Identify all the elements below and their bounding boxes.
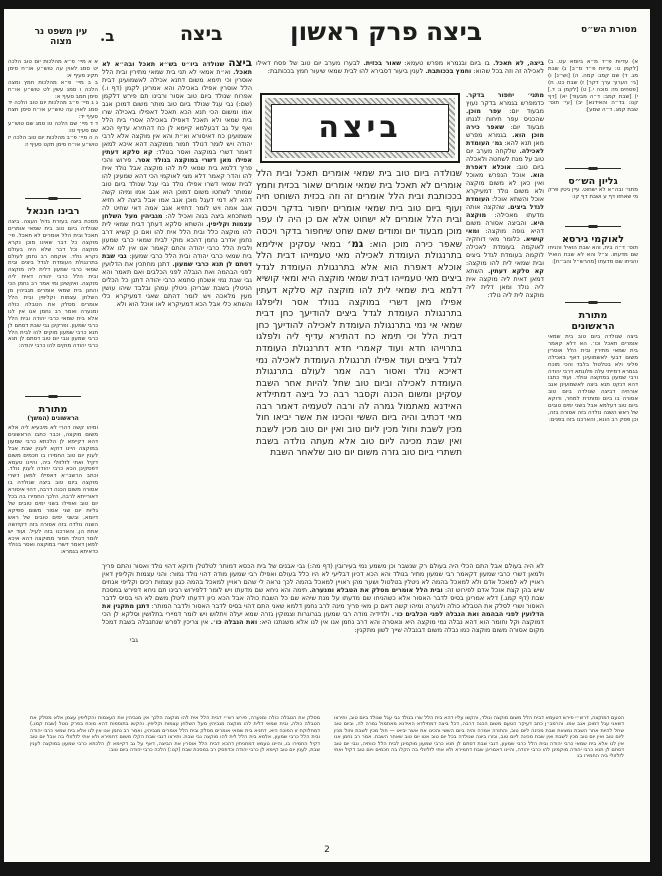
right-margin-column [548, 59, 638, 707]
mitorat-hemshech-text: ומיהו קשה דהרי לא מיבעיא ליה אלא משום מוקצה, וכבר כתבו הראשונים דהא דקיימא לן הלכתא כרבי שמעון במוקצה היינו דוקא לענין שבת אבל לענין יום טוב החמירו בו חכמים משום דקיל ואתי לזלזולי ביה, והיינו טעמא דפסקינן הכא כרבי יהודה לענין נולד. וכתב הרשב״א דאפילו למאן דשרי מוקצה ביום טוב ביצה שנולדה בו אסורה משום הכנה דרבה, דהוי איסורא דאורייתא לרבה, הלכך החמירו בה בכל יום טוב ואפילו בשני ימים טובים של גליות יום שני אסור משום ספיקא דיומא, ובשני ימים טובים של ראש השנה נולדה בזה אסורה בזה דקדושה אחת הן, והארכנו בזה לעיל. ועוד יש לומר דנולד חמור ממוקצה דהא איכא למאן דאמר דשרי במוקצה ואסר בנולד כדאיתא בגמרא: [8, 425, 98, 556]
tosafot-dibbur: שנולדה ביו״ט בש״א תאכל ובה״א לא תאכל. [102, 60, 252, 76]
tosafot-text: אין צריכין לפרש שנתנבלה בשבת דמכל מקום אסורה משום מוקצה כמו נבלה משום דבנבלה שייך לשון מתקנין: [102, 618, 544, 634]
tosafot-dibbur: גבי שבת דסתם לן תנא כרבי שמעון. [102, 252, 252, 268]
rashi-text: בגמרא מפרש מאן תנא להא: [466, 131, 544, 147]
mishnah-gemara-text [256, 169, 462, 552]
page-number: 2 [324, 845, 330, 855]
catchword: גבי [130, 636, 138, 644]
leokmei-girsa-title: לאוקמי גירסא [561, 234, 625, 245]
talmud-page [4, 9, 650, 862]
ein-mishpat-entry: ב ב מיי׳ פ״א מהלכות חמץ ומצה הלכה ו סמג עשין לט טוש״ע או״ח סימן תמב סעיף א: [8, 79, 98, 100]
rashi-lemma: ביצה, לא תאכל. [493, 59, 544, 67]
mitorat-harishonim-subtitle: הראשונים [571, 321, 615, 332]
rashi-text: לענין ביעור דסבירא להו לבית שמאי שיעור חמץ בככותבת: [267, 67, 424, 75]
mitorat-harishonim-title: מתורת [578, 310, 608, 321]
rashi-lemma: מתני׳ יחפור בדקר. [466, 91, 544, 99]
tosafot-wide-block [102, 562, 544, 707]
section-divider [25, 198, 81, 202]
tractate-title-box [260, 93, 460, 163]
perek-title: פרק ראשון [290, 17, 418, 46]
page-header [4, 9, 650, 59]
rashi-text: שהקצה אותה מדעתו מאכילה: [466, 203, 544, 219]
tosafot-column [102, 59, 252, 556]
tosafot-text: והשתא סלקא דעתך דבית שמאי לית להו מוקצה כלל ובית הלל אית להו ואם כן קשיא דרב נחמן אדרב נחמן דהכא מוקי לבית שמאי כרבי שמעון ולבית הלל כרבי יהודה והתם קאמר אנו אין לנו אלא בית שמאי כרבי יהודה ובית הלל כרבי שמעון: [102, 220, 252, 260]
section-divider [565, 226, 621, 230]
gemara-text: במאי עסקינן אילימא בתרנגולת העומדת לאכילה מאי טעמייהו דבית הלל אוכלא דאפרת הוא אלא בתרנגולת העומדת לגדל ביצים מאי טעמייהו דבית שמאי מוקצה היא ומאי קושיא דלמא בית שמאי לית להו מוקצה קא סלקא דעתין אפילו מאן דשרי במוקצה בנולד אסר וליפלגו בתרנגולת העומדת לגדל ביצים להודיעך כחן דבית שמאי אי נמי בתרנגולת העומדת לאכילה להודיעך כחן דבית הלל וכי תימא כח דהתירא עדיף ליה ולפלגו בתרוייהו חדא ועוד קאמרי חדא דתרנגולת העומדת לגדל ביצים ועוד אפילו תרנגולת העומדת לאכילה נמי דאיכא נולד ואסור רבה אמר לעולם בתרנגולת העומדת לאכילה וביום טוב שחל להיות אחר השבת עסקינן ומשום הכנה וקסבר רבה כל ביצה דמתילדא האידנא מאתמול גמרה לה ורבה לטעמיה דאמר רבה מאי דכתיב והיה ביום הששי והכינו את אשר יביאו חול מכין לשבת וחול מכין ליום טוב ואין יום טוב מכין לשבת ואין שבת מכינה ליום טוב אלא מעתה נולדה בשבת תשתרי ביום טוב גזרה משום יום טוב שלאחר השבת [256, 239, 462, 459]
ein-mishpat-entries [8, 59, 98, 193]
tosafot-text: ולדידיה מודה רבי שמעון בגרוגרות וצמוקין גזרה שמא יעלה ויתלוש ויש לומר דמיירי בתלושין וסלקא לן הכי דמוקצה וקל וחומר הוא דהא נבלה נמי מוקצה היא ונאסרה והא דרב נחמן אנו אין לנו אלא משנתנו היא: [102, 610, 544, 626]
ein-mishpat-entry: ה ה מיי׳ פ״ב מהלכות יום טוב הלכה יז טוש״ע או״ח סימן תקט סעיף ז: [8, 134, 98, 148]
ein-mishpat-entry: א א מיי׳ פ״א מהלכות יום טוב הלכה יט סמג לאוין עה טוש״ע או״ח סימן תקיג סעיף א: [8, 59, 98, 79]
section-divider [25, 396, 81, 400]
leokmei-girsa-text: תוס׳ ד״ה בית, והא שבת הואיל והניחו שם מדעתו. צ״ל והא לא שבת הואיל והניחו שם מדעתו [מהרש״ל והב״ח]: [548, 245, 638, 265]
mesorat-citations: א) עדיות פ״ד מ״א ביומא עט. ב) [לקמן ט: עדיות פ״ד מ״ב] ג) שבת מג. ד) שם קמג: קמה. ה) [וש״נ] ו) [גי׳ הערוך ערך דקר] ז) שבת כט. ח) [פסחים מז: סוכה י.] ט) [לקמן ג: ד.] י) [שבת קמב: ד״ה מבעוד] יא) [דף קנו: בד״ה והאידנא] יב) [עי׳ תוס׳ שבת קמג. ד״ה שמע]: [548, 59, 638, 114]
rashi-text: שהכניס עפר תיחוח לגנתו מבעוד יום: [466, 115, 544, 131]
notes-column-left: מסלק את הטבלה כולה ומנערה, פירש רש״י דבית הלל אית להו מוקצה הלכך אין מגביהין את העצמות והקליפין עצמן אלא מסלק את הטבלה כולה, ובית שמאי דלית להו מוקצה מגביהין מעל השלחן עצמות וקליפין. והקשו בתוספות דהא מוכח בפרק נוטל (שבת קמג.) דמחלוקת זו הפוכה היא, דתניא בית שמאי אומרים מסלק ובית הלל אומרים מגביהין, ואמר רב נחמן אנו אין לנו אלא בית שמאי כרבי יהודה ובית הלל כרבי שמעון, אלמא בית הלל לית להו מוקצה גבי שבת. ותירצו דגבי שבת הקלו משום דחמירא ולא אתי לזלזולי בה אבל יום טוב דקיל החמירו בו, והיינו טעמא דמתניתין דהכא דבית הלל אוסרין את הביצה, דאף על גב דקיימא לן הלכתא כרבי שמעון במוקצה לענין שבת, לענין יום טוב קיימא לן כרבי יהודה וכדפסק רב במסכת שבת (קנו:) הלכה כרבי יהודה ביום טוב: [30, 715, 320, 754]
rashi-commentary-column [466, 91, 544, 552]
tosafot-text: וא״ת אמאי לא תני בית שמאי מתירין ובית הלל אוסרין וכי תימא משום דתנא אכילה לאשמועינן דבית הלל אוסרין אפילו באכילה והא אמרינן לקמן (דף ו.) אפרוח שנולד ביום טוב אסור ורבינו תם פירש דלקמן (שם:) גבי עגל שנולד ביום טוב מותר משום דמוכן אגב אמו ומשום הכי תנא הכא תאכל דאפילו באכילה שרו בית שמאי ולא תאכל דאפילו באכילה אסרי בית הלל ואף על גב דבעלמא קיימא לן כח דהתירא עדיף הכא אשמועינן כח דאיסורא וא״ת והא אין מוקצה אלא לרבי יהודה ויש לומר דנולד חמור ממוקצה דהא איכא למאן דאמר דשרי במוקצה ואסר בנולד: [102, 68, 252, 156]
rashi-gemara-group [256, 59, 544, 556]
columns-row [102, 59, 544, 556]
gemara-column [256, 91, 462, 552]
rashi-lemma: שאפר כירה מוכן הוא. [466, 123, 544, 139]
gemara-label: גמ׳ [347, 238, 364, 250]
rashi-text: והביצה אסורה משום דהיא גופה מוקצה: [466, 219, 544, 235]
rashi-lemma: העומדת לגדל ביצים. [466, 195, 544, 211]
tosafot-text: תימה והא ניחא שם מדעתו ויש לומר דלפירוש רבינו תם ניחא דפירש במסכת שבת (דף קמג.) דלא אמרינן בסיס לדבר האסור אלא כשהניחו שם מדעתו על מנת שיהא שם כל השבת כולה אבל הכא כיון דדעתו ליטלן משם לא הוי בסיס לדבר האסור ושרי לסלק את הטבלא כולה ולנערה ומיהו קשה דאם כן מאי פריך מינה לרב נחמן דלמא שאני התם דהוי בסיס לדבר האסור ולדבר המותר: [102, 586, 544, 610]
left-margin-column [8, 59, 98, 707]
notes-column-right: הטעם דמוקצה, דרש״י פירש דטעמא דבית הלל משום מוקצה ונולד, והקשו עליו דהא בית הלל שרו בנולד גבי עגל שנולד ביום טוב, ותירצו דשאני עגל דמוכן אגב אמו. והרמב״ן כתב דעיקר הטעם משום הכנה דרבה, דכל ביצה דמתילדא האידנא מאתמול גמרה לה, וביום טוב שחל להיות אחר השבת נמצאת שבת מכינה ליום טוב, והתורה אמרה והיה ביום הששי והכינו את אשר יביאו — חול מכין לשבת וחול מכין ליום טוב ואין יום טוב מכין לשבת ואין שבת מכינה ליום טוב, וגזרו ביצה שנולדה בכל יום טוב אטו יום טוב שאחר השבת. אמר רב נחמן אנו אין לנו אלא בית שמאי כרבי יהודה ובית הלל כרבי שמעון, דגבי שבת דסתם לן תנא כרבי שמעון מוקמינן לבית הלל כוותיה, וגבי יום טוב דסתם לן תנא כרבי יהודה מוקמינן להו כרבי יהודה, והיינו דאמרינן שבת דחמירא ולא אתי לזלזולי בה הקלו בה חכמים ויום טוב דקיל ואתי לזלזולי ביה החמירו בו: [334, 715, 624, 760]
section-divider [565, 168, 621, 172]
ein-mishpat-entry: ד ד מיי׳ שם הלכה טו סמג שם טוש״ע שם סעיף טו: [8, 121, 98, 135]
rashi-lemma: ומאי קושיא. [466, 227, 544, 243]
gilyon-hashas-text: מתני׳ ובה״א לא ישחוט. עיין גיטין פרק מי שאחזו דף ע ושבת דף קו: [548, 187, 638, 200]
mesorat-hashas-header: מסורת הש״ס [581, 25, 637, 35]
rashi-text: כלומר מאי דוחקיה לאוקמה בעומדת לאכילה לוקמה בעומדת לגדל ביצים ובית שמאי לית להו מוקצה: [466, 235, 544, 267]
rashi-text: כדמפרש בגמרא בדקר נעוץ מבעוד יום: [466, 99, 544, 115]
rashi-lemma: אוכלא דאפרת הוא. [466, 163, 544, 179]
rashi-text: בו ביום ובגמרא מפרש טעמא: [404, 59, 490, 67]
section-divider [565, 302, 621, 306]
rashi-commentary-top [256, 59, 544, 91]
main-columns [8, 59, 638, 707]
rashi-lemma: גמ׳ העומדת לאכילה. [466, 139, 544, 155]
rashi-lemma: עפר מוכן. [466, 107, 502, 115]
tosafot-text: דתנן מחתכין את הדלועין לפני הבהמה ואת הנבלה לפני הכלבים ואם תאמר והא גבי שבת נמי אשכחן סתמא כרבי יהודה דתנן כל הכלים הניטלין בשבת שבריהן ניטלין עמהן ובלבד שיהו עושין מעין מלאכה ויש לומר דהתם שאני דמעיקרא כלי והשתא כלי אבל הכא דמעיקרא לאו אוכל הוא ולא [102, 260, 252, 308]
rashi-lemma: קא סלקא דעתין. [488, 267, 544, 275]
tosafot-dibbur: ואת הנבלה כו׳. [210, 618, 258, 626]
tosafot-dibbur: ובית הלל אומרים מסלק את הטבלא ומנערה. [309, 586, 443, 594]
ornamental-frame [265, 98, 455, 158]
rashi-text: שלקחה מערב יום טוב על מנת לשחטה ולאכלה ביום טוב: [466, 147, 544, 171]
ein-mishpat-header: עין משפט נר מצוה [34, 27, 88, 47]
tosafot-dibbur-word: ביצה [228, 59, 252, 69]
rashi-lemma: וחמץ בככותבת. [425, 67, 472, 75]
mitorat-hemshech-title: מתורת [38, 404, 68, 415]
tosafot-dibbur: דתנן מתקנין את הדלועין לפני הבהמה ואת הנבלה לפני הכלבים כו׳. [102, 602, 544, 618]
masechet-name-right: ביצה [426, 17, 483, 46]
center-block [102, 59, 544, 707]
masechet-name-left: ביצה [180, 23, 223, 45]
rashi-lemma: מוקצה היא. [466, 211, 544, 227]
rabbeinu-chananel-title: רבינו חננאל [26, 206, 80, 217]
mishnah-text: שנולדה ביום טוב בית שמאי אומרים תאכל ובית הלל אומרים לא תאכל בית שמאי אומרים שאור בכזית וחמץ בככותבת ובית הלל אומרים זה וזה בכזית השוחט חיה ועוף ביום טוב בית שמאי אומרים יחפור בדקר ויכסה ובית הלל אומרים לא ישחוט אלא אם כן היה לו עפר מוכן מבעוד יום ומודים שאם שחט שיחפור בדקר ויכסה שאפר כירה מוכן הוא: [256, 169, 462, 250]
tosafot-dibbur: קא סלקא דעתין אפילו מאן דשרי במוקצה בנולד אסר. [102, 148, 252, 164]
rashi-text: אוכל הנפרש מאוכל ואין כאן לא משום מוקצה ולא משום נולד דמעיקרא אוכל והשתא אוכל: [466, 171, 544, 203]
rashi-lemma: שאור בכזית. [363, 59, 402, 67]
tosafot-text: לא היה בעולם אבל התם הכלי היה בעולם רק שנשבר וכן משמע נמי בעירובין (דף מה:) גבי אבנים של בית הכסא דמותר לטלטלן ודוקא דהוי נולד ואסור והתם פריך ולמאן דשרי כרבי שמעון דקאמר רבי שמעון מתיר בנולד והא הכא דכיון דבליעי לא היו כלל בעולם ואפילו רבי שמעון מודה דהוי נולד גמור: והני עצמות וקליפין דאין ראויין לא למאכל אדם ולא למאכל בהמה לא ניטלין בטלטול ושער מהן ראויין למאכל בהמה לכך נראה לי שהם ראויין למאכל בהמה כגון עצמות רכים וקליפי אגוזים שיש בהן קצת אוכל אדם לפירוש זה: [102, 562, 544, 594]
ein-mishpat-entry: ג ג מיי׳ פ״ב מהלכות יום טוב הלכה יד סמג לאוין עה טוש״ע או״ח סימן תצח סעיף יד: [8, 100, 98, 121]
notes-section [30, 715, 624, 841]
tosafot-dibbur: מגביהין מעל השלחן עצמות וקליפין. [102, 212, 252, 228]
rashi-text: השתא דמאן דאית ליה מוקצה אית ליה נולד ומאן דלית ליה מוקצה לית ליה נולד: [466, 267, 544, 299]
rashi-gemara-columns [256, 91, 544, 552]
daf-number: ב. [100, 27, 115, 45]
tractate-box-word: ביצה [271, 104, 449, 152]
rabbeinu-chananel-text: מסכת ביצה בעזרת גדול העצה. ביצה שנולדה ביום טוב בית שמאי אומרים תאכל ובית הלל אומרים לא תאכל. פי׳ מוקצה כל דבר שאינו מוכן נקרא מוקצה וכל דבר שלא היה בעולם נקרא נולד. אוקמה רב נחמן לעולם בתרנגולת העומדת לגדל ביצים ובית שמאי כרבי שמעון דלית ליה מוקצה ובית הלל כרבי יהודה דאית ליה מוקצה. ואקשינן ומי אמר רב נחמן הכי והתנן בית שמאי אומרים מגביהין מן השלחן עצמות וקליפין ובית הלל אומרים מסלק את הטבלה כולה ומנערה ואמר רב נחמן אנו אין לנו אלא בית שמאי כרבי יהודה ובית הלל כרבי שמעון. ופרקינן גבי שבת דסתם לן תנא כרבי שמעון מוקים להו לבית הלל כרבי שמעון וגבי יום טוב דסתם לן תנא כרבי יהודה מוקים להו כרבי יהודה: [8, 219, 98, 350]
mitorat-hemshech-subtitle: הראשונים (המשך) [27, 415, 79, 422]
mitorat-harishonim-text: ביצה שנולדה ביום טוב בית שמאי אומרים תאכל וכו׳. הא דלא קאמר בית שמאי מתירין ובית הלל אוסרין משום דבעי לאשמועינן דאף באכילה פליגי ולא בטלטול בלבד והכי מוכח בגמרא דמייתי עלה פלוגתא דרבי יהודה ורבי שמעון במוקצה ונולד. ועוד כתבו דהא דנקט תנא ביצה לאשמועינן אגב אורחיה דביצה שנולדה ביום טוב אסורה בו ביום ומותרת למחר, ודוקא ביום טוב דעלמא אבל בשני ימים טובים של ראש השנה נולדה בזה אסורה בזה, וכן פסק רב הונא, והארכנו בזה בפנים: [548, 334, 638, 423]
rashi-text: לבערו מערב יום טוב של פסח דאילו לאכילה זה וזה בכל שהוא: [256, 59, 544, 75]
tosafot-text: פירוש והכי פריך דלמא בית שמאי לית להו מוקצה אבל נולד אית להו והדר קאמר דלא מצי לאוקמי הכי דהא שמעינן להו לבית שמאי דשרו אפילו נולד גבי עגל שנולד ביום טוב שמותר לשחטו משום דמוכן הוא אגב אמו ומיהו קשה דהא לא דמי דעגל מוכן אגב אמו אבל ביצה לא חזיא אגב אמה ויש לומר דחזיא אגב אמה דאי שחיט לה משתכחא ביצה בגוה ואכיל לה: [102, 156, 252, 220]
gilyon-hashas-title: גליון הש״ס [568, 176, 618, 187]
